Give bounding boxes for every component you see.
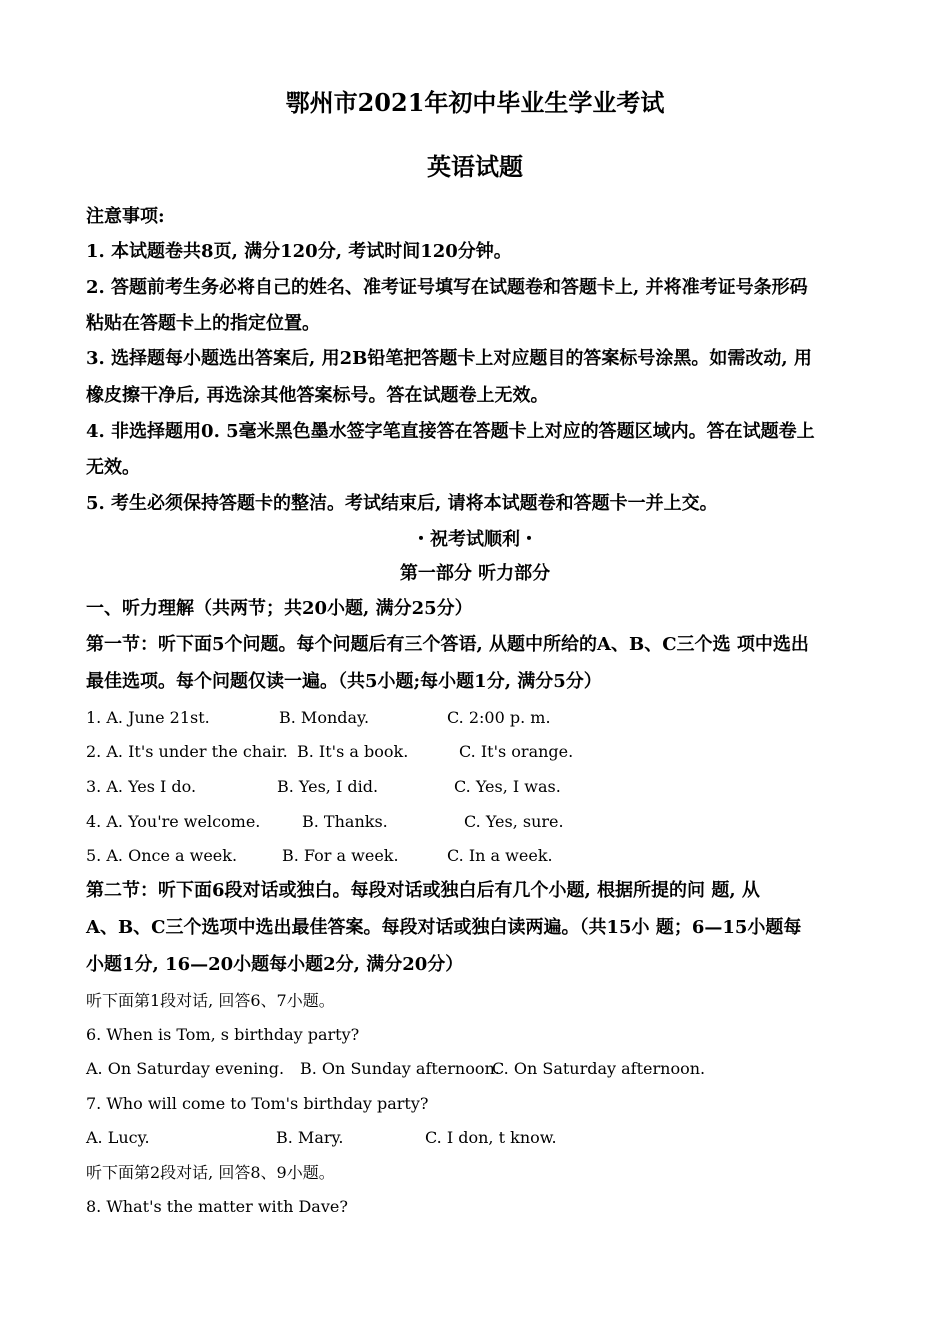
option-c: C. On Saturday afternoon. <box>492 1059 706 1078</box>
option-b: B. Monday. <box>279 708 370 727</box>
option-c: C. 2:00 p. m. <box>447 708 551 727</box>
question-text: 8. What's the matter with Dave? <box>86 1197 348 1216</box>
dialog-note: 听下面第2段对话, 回答8、9小题。 <box>86 1163 335 1182</box>
option-b: B. For a week. <box>282 846 399 865</box>
section-heading: 一、听力理解（共两节；共20小题, 满分25分） <box>86 598 473 619</box>
section-intro: A、B、C三个选项中选出最佳答案。每段对话或独白读两遍。（共15小 题；6—15小题每 <box>86 917 802 938</box>
option-b: B. Mary. <box>276 1128 344 1147</box>
notice-heading: 注意事项: <box>86 206 165 227</box>
option-b: B. On Sunday afternoon. <box>300 1059 500 1078</box>
option-a: 2. A. It's under the chair. <box>86 742 288 761</box>
notice-item: 3. 选择题每小题选出答案后, 用2B铅笔把答题卡上对应题目的答案标号涂黑。如需改动, 用 <box>86 348 812 369</box>
notice-item: 橡皮擦干净后, 再选涂其他答案标号。答在试题卷上无效。 <box>86 385 549 406</box>
option-c: C. Yes, sure. <box>464 812 564 831</box>
notice-item: 粘贴在答题卡上的指定位置。 <box>86 313 320 334</box>
notice-item: 2. 答题前考生务必将自己的姓名、准考证号填写在试题卷和答题卡上, 并将准考证号条形码 <box>86 277 808 298</box>
part-heading: 第一部分 听力部分 <box>399 563 551 584</box>
option-a: 3. A. Yes I do. <box>86 777 197 796</box>
notice-item: 无效。 <box>86 457 140 478</box>
option-a: 4. A. You're welcome. <box>86 812 261 831</box>
exam-title: 鄂州市2021年初中毕业生学业考试 <box>285 88 665 117</box>
section-intro: 小题1分, 16—20小题每小题2分, 满分20分） <box>86 954 464 975</box>
blessing: ・祝考试顺利・ <box>412 529 538 550</box>
option-c: C. In a week. <box>447 846 553 865</box>
notice-item: 5. 考生必须保持答题卡的整洁。考试结束后, 请将本试题卷和答题卡一并上交。 <box>86 493 718 514</box>
question-text: 6. When is Tom, s birthday party? <box>86 1025 360 1044</box>
option-c: C. It's orange. <box>459 742 574 761</box>
option-a: A. Lucy. <box>86 1128 150 1147</box>
section-intro: 最佳选项。每个问题仅读一遍。（共5小题;每小题1分, 满分5分） <box>86 671 602 692</box>
question-text: 7. Who will come to Tom's birthday party? <box>86 1094 429 1113</box>
dialog-note: 听下面第1段对话, 回答6、7小题。 <box>86 991 335 1010</box>
notice-item: 4. 非选择题用0. 5毫米黑色墨水签字笔直接答在答题卡上对应的答题区域内。答在试题卷上 <box>86 421 815 442</box>
option-a: A. On Saturday evening. <box>86 1059 285 1078</box>
option-c: C. I don, t know. <box>425 1128 557 1147</box>
notice-item: 1. 本试题卷共8页, 满分120分, 考试时间120分钟。 <box>86 241 512 262</box>
option-a: 5. A. Once a week. <box>86 846 238 865</box>
section-intro: 第二节：听下面6段对话或独白。每段对话或独白后有几个小题, 根据所提的问 题, 从 <box>86 880 760 901</box>
option-a: 1. A. June 21st. <box>86 708 210 727</box>
exam-subject: 英语试题 <box>427 152 523 181</box>
option-b: B. It's a book. <box>297 742 409 761</box>
option-b: B. Thanks. <box>302 812 388 831</box>
option-c: C. Yes, I was. <box>454 777 561 796</box>
option-b: B. Yes, I did. <box>277 777 379 796</box>
section-intro: 第一节：听下面5个问题。每个问题后有三个答语, 从题中所给的A、B、C三个选 项中选出 <box>86 634 809 655</box>
